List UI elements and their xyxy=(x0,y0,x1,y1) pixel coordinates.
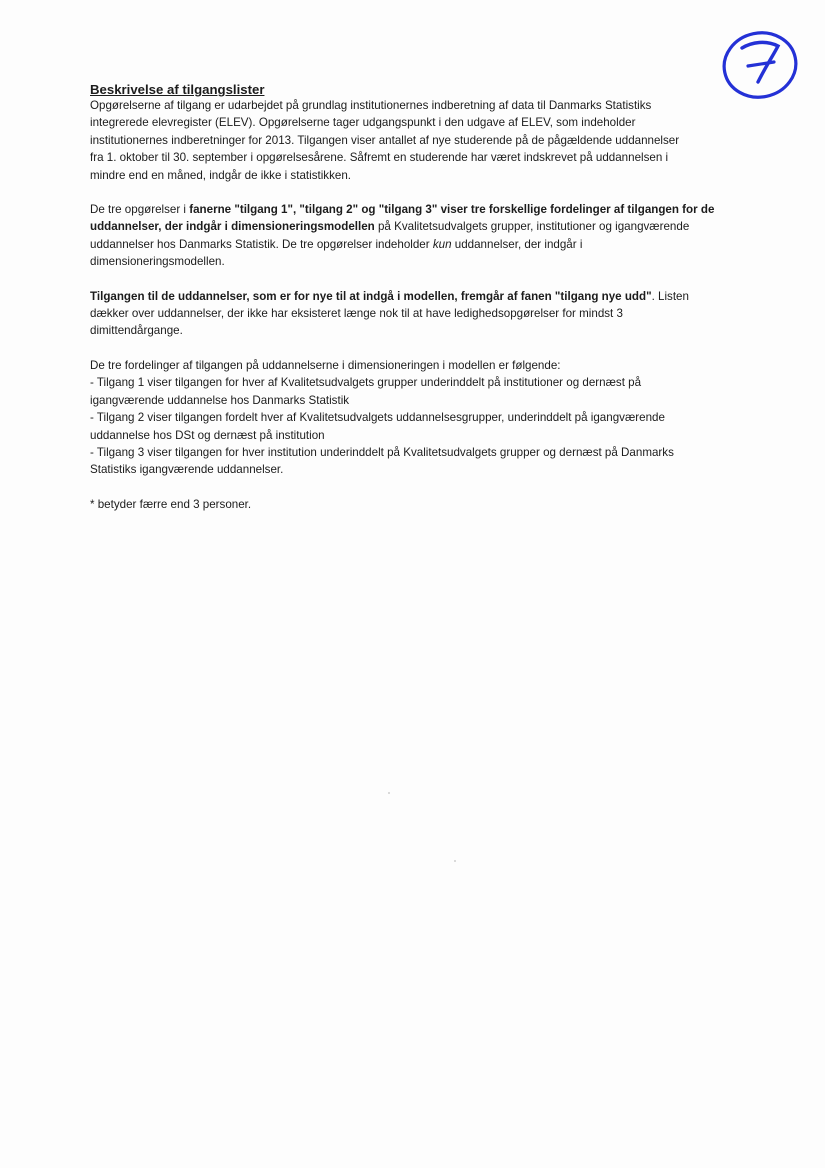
bold-text: Tilgangen til de uddannelser, som er for nye til at indgå i modellen, fremgår af fanen "tilgang nye udd" xyxy=(90,289,652,303)
scan-speck xyxy=(454,860,456,862)
text-line: igangværende uddannelse hos Danmarks Statistik xyxy=(90,393,350,407)
list-item: - Tilgang 2 viser tilgangen fordelt hver af Kvalitetsudvalgets uddannelsesgrupper, underinddelt på igangværende xyxy=(90,411,665,425)
paragraph-distributions xyxy=(90,357,755,479)
text-line: De tre opgørelser i xyxy=(90,203,190,217)
text-line: fra 1. oktober til 30. september i opgørelsesårene. Såfremt en studerende har været indskrevet på uddannelsen i xyxy=(90,151,669,165)
paragraph-intro xyxy=(90,97,755,184)
list-item: - Tilgang 3 viser tilgangen for hver institution underinddelt på Kvalitetsudvalgets grupper og dernæst på Danmarks xyxy=(90,445,674,459)
text-line: institutionernes indberetninger for 2013. Tilgangen viser antallet af nye studerende på de pågældende uddannelser xyxy=(90,133,680,147)
text-line: uddannelse hos DSt og dernæst på institution xyxy=(90,428,325,442)
bold-text: fanerne "tilgang 1", "tilgang 2" og "tilgang 3" viser tre forskellige fordelinger af tilgangen for de xyxy=(189,203,715,217)
text-line: Statistiks igangværende uddannelser. xyxy=(90,463,284,477)
list-item: - Tilgang 1 viser tilgangen for hver af Kvalitetsudvalgets grupper underinddelt på institutioner og dernæst på xyxy=(90,376,642,390)
text-line: Opgørelserne af tilgang er udarbejdet på grundlag institutionernes indberetning af data til Danmarks Statistiks xyxy=(90,99,652,112)
text-line: dækker over uddannelser, der ikke har eksisteret længe nok til at have ledighedsopgørelser for mindst 3 xyxy=(90,307,623,321)
scan-speck xyxy=(388,792,390,794)
page-heading: Beskrivelse af tilgangslister xyxy=(90,82,265,97)
paragraph-tabs xyxy=(90,201,755,271)
text-line: dimittendårgange. xyxy=(90,324,183,338)
text-line: på Kvalitetsudvalgets grupper, institutioner og igangværende xyxy=(374,220,690,234)
text-line: integrerede elevregister (ELEV). Opgørelserne tager udgangspunkt i den udgave af ELEV, som indeholder xyxy=(90,116,636,130)
footnote: * betyder færre end 3 personer. xyxy=(90,497,252,511)
bold-text: uddannelser, der indgår i dimensioneringsmodellen xyxy=(90,220,375,234)
paragraph-new-programs xyxy=(90,288,755,340)
italic-text: kun xyxy=(432,237,452,251)
text-line: . Listen xyxy=(651,289,689,303)
text-line: dimensioneringsmodellen. xyxy=(90,255,225,269)
description-body xyxy=(90,82,755,513)
text-line: uddannelser hos Danmarks Statistik. De tre opgørelser indeholder xyxy=(90,237,433,251)
text-line: mindre end en måned, indgår de ikke i statistikken. xyxy=(90,168,352,182)
text-line: De tre fordelinger af tilgangen på uddannelserne i dimensioneringen i modellen er følgende: xyxy=(90,358,561,372)
text-line: uddannelser, der indgår i xyxy=(451,237,583,251)
